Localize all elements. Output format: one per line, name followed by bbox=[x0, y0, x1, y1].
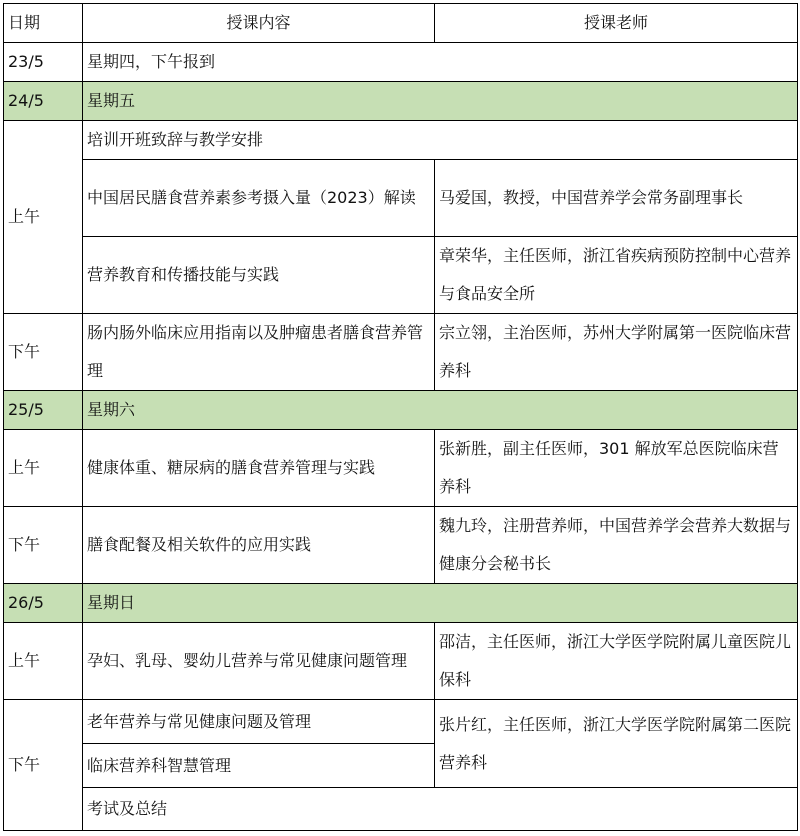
content-cell: 孕妇、乳母、婴幼儿营养与常见健康问题管理 bbox=[83, 623, 435, 700]
header-date: 日期 bbox=[4, 4, 83, 43]
content-cell: 膳食配餐及相关软件的应用实践 bbox=[83, 507, 435, 584]
day-row bbox=[4, 584, 798, 623]
period-cell: 下午 bbox=[4, 700, 83, 831]
table-row bbox=[4, 788, 798, 831]
table-row bbox=[4, 121, 798, 160]
period-cell: 上午 bbox=[4, 623, 83, 700]
header-teacher: 授课老师 bbox=[435, 4, 798, 43]
table-row bbox=[4, 430, 798, 507]
period-cell: 下午 bbox=[4, 314, 83, 391]
weekday-cell: 星期日 bbox=[83, 584, 798, 623]
day-row bbox=[4, 82, 798, 121]
table-row bbox=[4, 43, 798, 82]
period-cell: 上午 bbox=[4, 430, 83, 507]
content-cell: 培训开班致辞与教学安排 bbox=[83, 121, 798, 160]
arrival-note: 星期四，下午报到 bbox=[83, 43, 798, 82]
header-content: 授课内容 bbox=[83, 4, 435, 43]
teacher-cell: 张片红，主任医师，浙江大学医学院附属第二医院营养科 bbox=[435, 700, 798, 788]
teacher-cell: 宗立翎，主治医师，苏州大学附属第一医院临床营养科 bbox=[435, 314, 798, 391]
date-cell: 23/5 bbox=[4, 43, 83, 82]
day-row bbox=[4, 391, 798, 430]
teacher-cell: 邵洁，主任医师，浙江大学医学院附属儿童医院儿保科 bbox=[435, 623, 798, 700]
date-cell: 26/5 bbox=[4, 584, 83, 623]
date-cell: 25/5 bbox=[4, 391, 83, 430]
content-cell: 营养教育和传播技能与实践 bbox=[83, 237, 435, 314]
teacher-cell: 魏九玲，注册营养师，中国营养学会营养大数据与健康分会秘书长 bbox=[435, 507, 798, 584]
weekday-cell: 星期六 bbox=[83, 391, 798, 430]
period-cell: 上午 bbox=[4, 121, 83, 314]
date-cell: 24/5 bbox=[4, 82, 83, 121]
content-cell: 中国居民膳食营养素参考摄入量（2023）解读 bbox=[83, 160, 435, 237]
table-row bbox=[4, 314, 798, 391]
header-row bbox=[4, 4, 798, 43]
table-row bbox=[4, 507, 798, 584]
teacher-cell: 张新胜，副主任医师，301 解放军总医院临床营养科 bbox=[435, 430, 798, 507]
content-cell: 临床营养科智慧管理 bbox=[83, 744, 435, 788]
teacher-cell: 章荣华，主任医师，浙江省疾病预防控制中心营养与食品安全所 bbox=[435, 237, 798, 314]
table-row bbox=[4, 160, 798, 237]
table-row bbox=[4, 237, 798, 314]
table-row bbox=[4, 700, 798, 744]
weekday-cell: 星期五 bbox=[83, 82, 798, 121]
table-row bbox=[4, 623, 798, 700]
content-cell: 健康体重、糖尿病的膳食营养管理与实践 bbox=[83, 430, 435, 507]
course-schedule-table bbox=[3, 3, 798, 831]
content-cell: 老年营养与常见健康问题及管理 bbox=[83, 700, 435, 744]
content-cell: 肠内肠外临床应用指南以及肿瘤患者膳食营养管理 bbox=[83, 314, 435, 391]
teacher-cell: 马爱国，教授，中国营养学会常务副理事长 bbox=[435, 160, 798, 237]
period-cell: 下午 bbox=[4, 507, 83, 584]
content-cell: 考试及总结 bbox=[83, 788, 798, 831]
